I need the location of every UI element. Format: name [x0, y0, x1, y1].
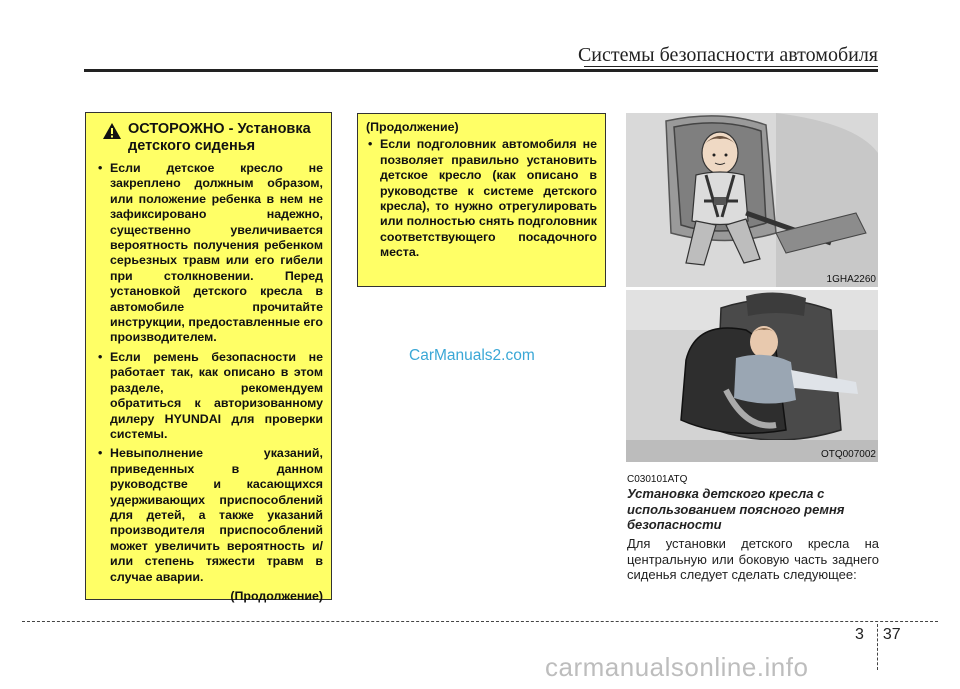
header-rule	[84, 69, 878, 72]
warning-bullet-list	[96, 161, 323, 585]
chapter-number: 3	[855, 626, 864, 643]
watermark-carmanuals2[interactable]: CarManuals2.com	[409, 347, 535, 364]
watermark-carmanualsonline[interactable]: carmanualsonline.info	[545, 652, 809, 682]
figure-child-seat-illustration	[626, 113, 878, 287]
header-rule-thin	[584, 66, 878, 67]
child-seat-in-car-photo-icon	[626, 290, 878, 462]
figure-child-seat-photo	[626, 290, 878, 462]
warning-triangle-icon	[102, 122, 122, 140]
warning-bullet: • Если ремень безопасности не работает так, как описано в этом разделе, рекомендуем обратиться к авторизованному дилеру HYUNDAI для проверки системы.	[96, 350, 323, 442]
page-number-value: 37	[882, 626, 901, 643]
figure-code: 1GHA2260	[826, 274, 876, 285]
warning-box-continued	[357, 113, 606, 287]
warning-bullet: • Если подголовник автомобиля не позволяет правильно установить детское кресло (как описано в руководстве к системе детского кресла), то нужно отрегулировать или полностью снять подголовник соответствующего посадочного места.	[366, 137, 597, 260]
section-heading: Установка детского кресла с использованием поясного ремня безопасности	[627, 486, 845, 532]
warning-bullet: • Если детское кресло не закреплено должным образом, или положение ребенка в нем не зафиксировано надежно, существенно увеличивается вероятность получения ребенком серьезных травм или его гибели при столкновении. Перед установкой детского кресла в автомобиле прочитайте инструкции, предоставленные его производителем.	[96, 161, 323, 346]
warning-continued-label: (Продолжение)	[230, 588, 323, 603]
figure-code: OTQ007002	[820, 449, 876, 460]
child-in-seat-illustration-icon	[626, 113, 878, 287]
warning-title	[96, 121, 323, 155]
warning-continued-header: (Продолжение)	[366, 120, 459, 134]
warning-bullet: • Невыполнение указаний, приведенных в данном руководстве и касающихся удерживающих приспособлений для детей, а также указаний производителя приспособлений может увеличить вероятность и/или степень тяжести травм в случае аварии.	[96, 446, 323, 585]
warning-bullet-list	[366, 137, 597, 260]
footer-dashed-rule	[22, 621, 938, 622]
warning-title-text: ОСТОРОЖНО - Установка детского сиденья	[128, 121, 311, 154]
warning-box-child-seat	[85, 112, 332, 603]
page-number	[855, 626, 901, 644]
section-body: Для установки детского кресла на центральную или боковую часть заднего сиденья следует сделать следующее:	[627, 536, 879, 582]
page-header-title: Системы безопасности автомобиля	[577, 44, 878, 66]
section-code: C030101ATQ	[627, 474, 688, 485]
